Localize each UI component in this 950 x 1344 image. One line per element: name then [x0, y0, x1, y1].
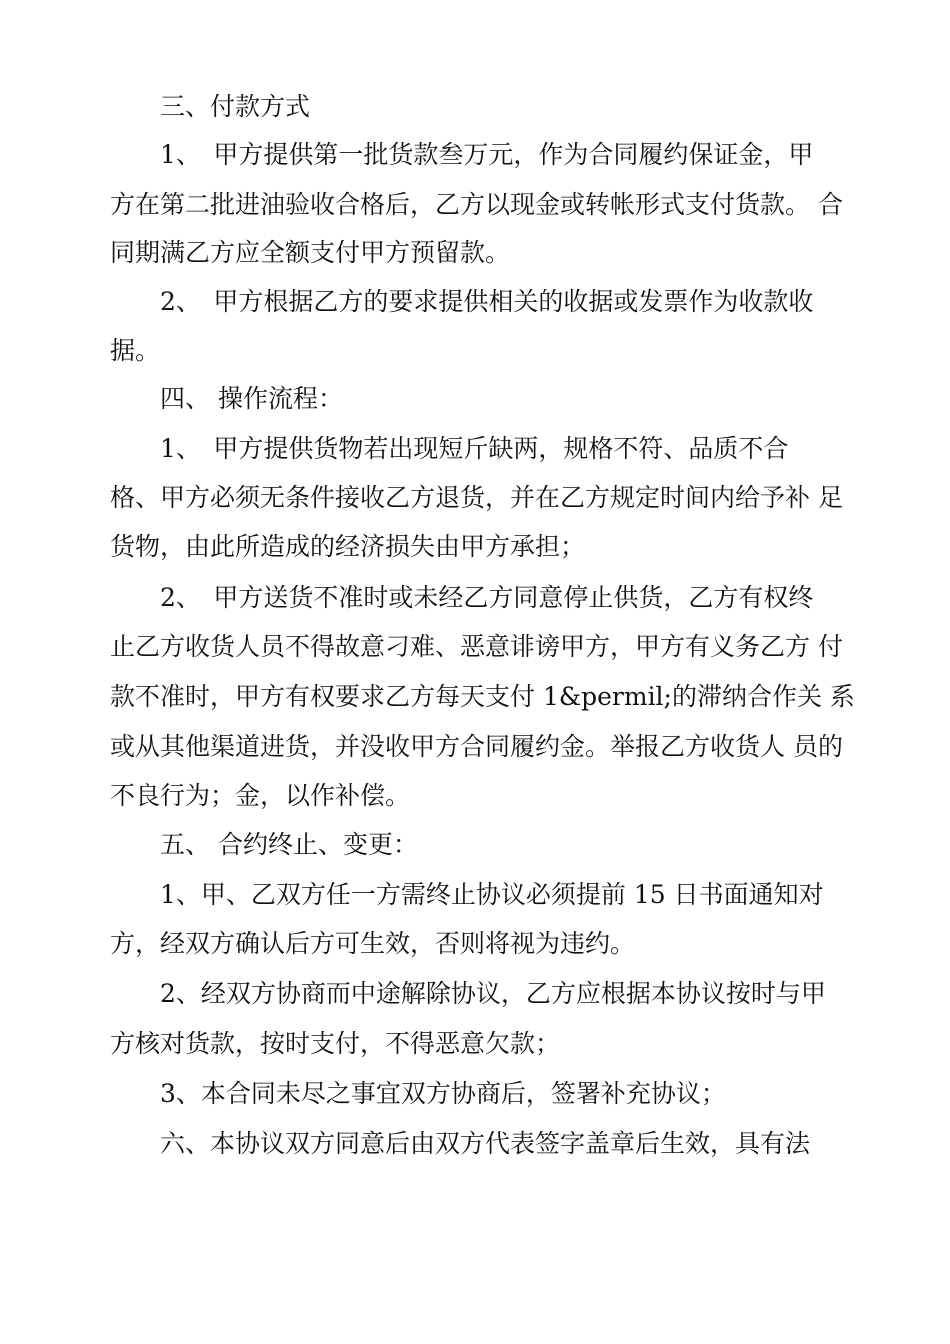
text-line: 2、 甲方根据乙方的要求提供相关的收据或发票作为收款收: [160, 287, 814, 316]
text-line: 货物，由此所造成的经济损失由甲方承担；: [110, 532, 586, 561]
text-line: 三、付款方式: [160, 92, 311, 121]
text-line: 款不准时，甲方有权要求乙方每天支付 1&permil;的滞纳合作关 系: [110, 682, 855, 711]
text-line: 同期满乙方应全额支付甲方预留款。: [110, 238, 511, 267]
text-line: 2、经双方协商而中途解除协议，乙方应根据本协议按时与甲: [160, 979, 826, 1008]
text-line: 五、 合约终止、变更：: [160, 830, 418, 859]
text-line: 1、 甲方提供第一批货款叁万元，作为合同履约保证金，甲: [160, 140, 814, 169]
text-line: 六、本协议双方同意后由双方代表签字盖章后生效，具有法: [160, 1129, 811, 1158]
text-line: 或从其他渠道进货，并没收甲方合同履约金。举报乙方收货人 员的: [110, 732, 843, 761]
text-line: 四、 操作流程：: [160, 384, 343, 413]
text-line: 方核对货款，按时支付，不得恶意欠款；: [110, 1029, 561, 1058]
text-line: 1、 甲方提供货物若出现短斤缺两，规格不符、品质不合: [160, 434, 789, 463]
text-line: 方，经双方确认后方可生效，否则将视为违约。: [110, 929, 636, 958]
text-line: 方在第二批进油验收合格后，乙方以现金或转帐形式支付货款。 合: [110, 190, 843, 219]
text-line: 不良行为；金，以作补偿。: [110, 781, 411, 810]
text-line: 据。: [110, 336, 161, 365]
text-line: 3、本合同未尽之事宜双方协商后，签署补充协议；: [160, 1079, 726, 1108]
text-line: 1、甲、乙双方任一方需终止协议必须提前 15 日书面通知对: [160, 880, 824, 909]
text-line: 2、 甲方送货不准时或未经乙方同意停止供货，乙方有权终: [160, 583, 814, 612]
text-line: 格、甲方必须无条件接收乙方退货，并在乙方规定时间内给予补 足: [110, 483, 843, 512]
text-line: 止乙方收货人员不得故意刁难、恶意诽谤甲方，甲方有义务乙方 付: [110, 632, 843, 661]
